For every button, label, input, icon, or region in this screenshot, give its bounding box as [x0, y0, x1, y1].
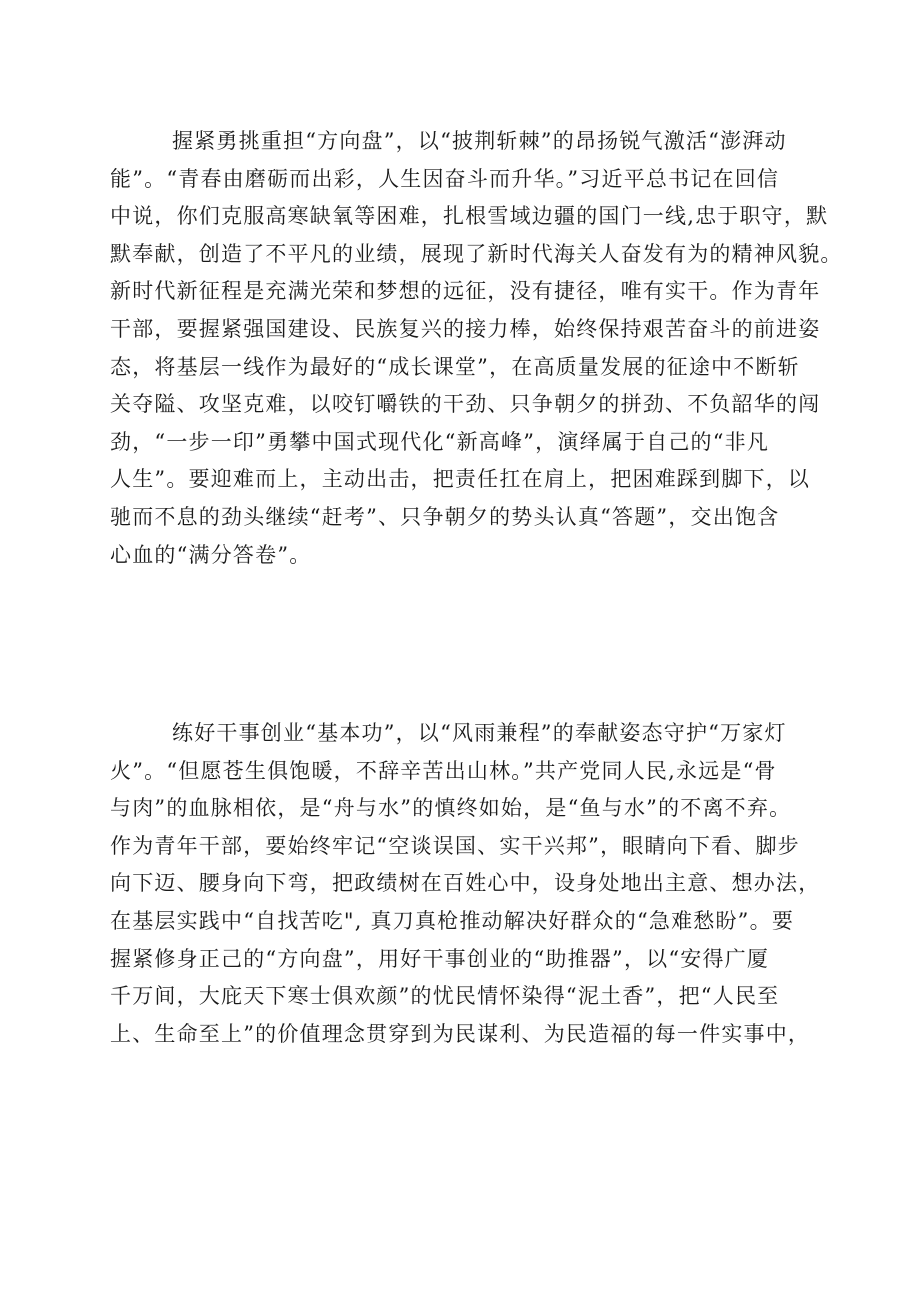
paragraph-line: 心血的“满分答卷”。: [110, 542, 312, 567]
paragraph-line: 驰而不息的劲头继续“赶考”、只争朝夕的势头认真“答题”，交出饱含: [110, 504, 780, 529]
paragraph-line: 练好干事创业“基本功”，以“风雨兼程”的奉献姿态守护“万家灯: [172, 721, 787, 745]
paragraph-line: 默奉献，创造了不平凡的业绩，展现了新时代海关人奋发有为的精神风貌。: [110, 241, 843, 266]
paragraph-line: 千万间，大庇天下寒士俱欢颜”的忧民情怀染得“泥土香”，把“人民至: [110, 984, 780, 1009]
paragraph-line: 新时代新征程是充满光荣和梦想的远征，没有捷径，唯有实干。作为青年: [110, 279, 821, 304]
paragraph-basic-skills: [110, 715, 821, 1053]
paragraph-line: 向下迈、腰身向下弯，把政绩树在百姓心中，设身处地出主意、想办法，: [110, 871, 821, 896]
paragraph-line: 与肉”的血脉相依，是“舟与水”的慎终如始，是“鱼与水”的不离不弃。: [110, 796, 792, 821]
paragraph-line: 能”。“青春由磨砺而出彩，人生因奋斗而升华。”习近平总书记在回信: [110, 166, 780, 191]
paragraph-line: 关夺隘、攻坚克难，以咬钉嚼铁的干劲、只争朝夕的拼劲、不负韶华的闯: [110, 392, 821, 417]
paragraph-line: 握紧勇挑重担“方向盘”，以“披荆斩棘”的昂扬锐气激活“澎湃动: [172, 129, 787, 153]
paragraph-line: 上、生命至上”的价值理念贯穿到为民谋利、为民造福的每一件实事中，: [110, 1021, 811, 1046]
paragraph-line: 火”。“但愿苍生俱饱暖，不辞辛苦出山林。”共产党同人民,永远是“骨: [110, 758, 777, 783]
paragraph-line: 握紧修身正己的“方向盘”，用好干事创业的“助推器”，以“安得广厦: [110, 946, 770, 971]
paragraph-line: 中说，你们克服高寒缺氧等困难，扎根雪域边疆的国门一线,忠于职守，默: [110, 204, 829, 229]
paragraph-line: 劲，“一步一印”勇攀中国式现代化“新高峰”，演绎属于自己的“非凡: [110, 429, 770, 454]
paragraph-line: 干部，要握紧强国建设、民族复兴的接力棒，始终保持艰苦奋斗的前进姿: [110, 316, 821, 341]
paragraph-line: 人生”。要迎难而上，主动出击，把责任扛在肩上，把困难踩到脚下，以: [110, 467, 811, 492]
paragraph-youth-steering-wheel: [110, 123, 843, 574]
paragraph-line: 在基层实践中“自找苦吃", 真刀真枪推动解决好群众的“急难愁盼”。要: [110, 908, 795, 933]
paragraph-line: 态，将基层一线作为最好的“成长课堂”，在高质量发展的征途中不断斩: [110, 354, 800, 379]
paragraph-line: 作为青年干部，要始终牢记“空谈误国、实干兴邦”，眼睛向下看、脚步: [110, 833, 800, 858]
